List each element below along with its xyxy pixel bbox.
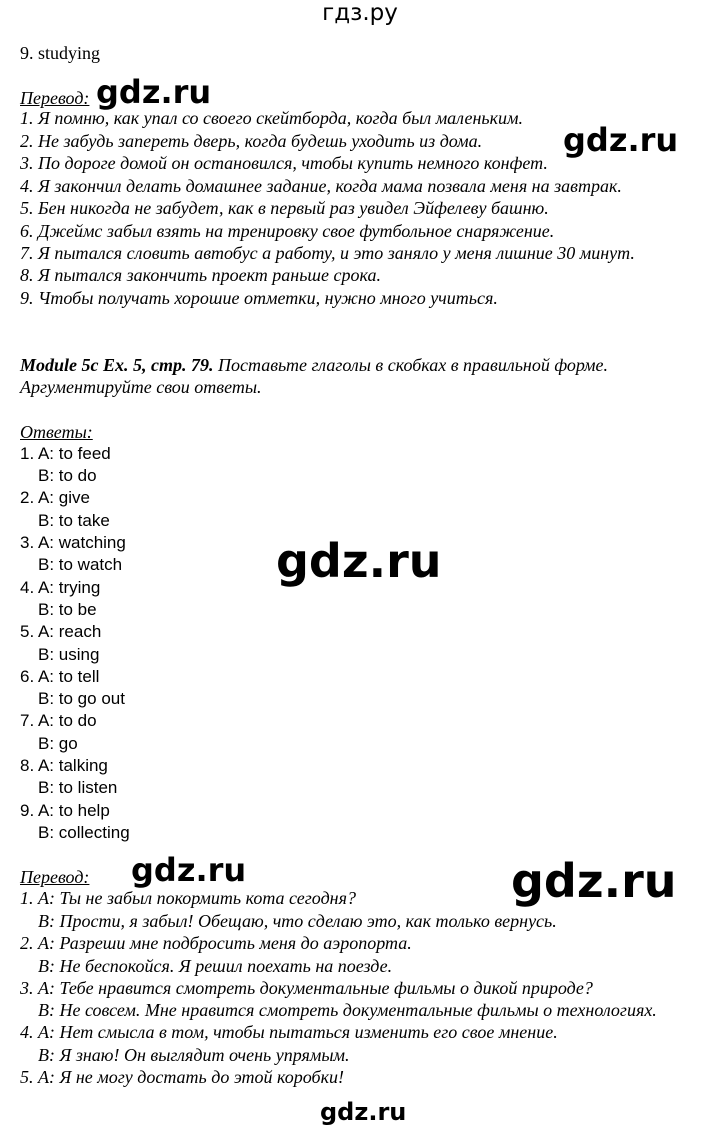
answer-a: 5. A: reach bbox=[20, 622, 102, 641]
watermark: gdz.ru bbox=[563, 121, 679, 159]
list-item: 1. Я помню, как упал со своего скейтборда, когда был маленьким. bbox=[20, 108, 523, 128]
watermark: gdz.ru bbox=[96, 73, 212, 111]
answer-b: B: to listen bbox=[38, 778, 118, 797]
dialog-line-b: B: Я знаю! Он выглядит очень упрямым. bbox=[38, 1045, 350, 1065]
watermark: gdz.ru bbox=[511, 854, 677, 908]
answers-heading: Ответы: bbox=[20, 422, 93, 442]
answer-a: 2. A: give bbox=[20, 488, 90, 507]
dialog-line-a: 1. А: Ты не забыл покормить кота сегодня? bbox=[20, 888, 356, 908]
answer-b: B: to do bbox=[38, 466, 97, 485]
answer-a: 4. A: trying bbox=[20, 578, 101, 597]
dialog-line-a: 4. А: Нет смысла в том, чтобы пытаться изменить его свое мнение. bbox=[20, 1022, 558, 1042]
list-item: 7. Я пытался словить автобус а работу, и это заняло у меня лишние 30 минут. bbox=[20, 243, 635, 263]
answer-b: B: to go out bbox=[38, 689, 125, 708]
dialog-line-last: 5. А: Я не могу достать до этой коробки! bbox=[20, 1067, 345, 1087]
answer-a: 7. A: to do bbox=[20, 711, 97, 730]
answer-b: B: using bbox=[38, 645, 100, 664]
answer-b: B: to take bbox=[38, 511, 110, 530]
dialog-line-b: B: Не беспокойся. Я решил поехать на поезде. bbox=[38, 956, 393, 976]
list-item: 8. Я пытался закончить проект раньше срока. bbox=[20, 265, 381, 285]
answer-b: B: to watch bbox=[38, 555, 123, 574]
list-item: 2. Не забудь запереть дверь, когда будешь уходить из дома. bbox=[20, 131, 483, 151]
list-item: 6. Джеймс забыл взять на тренировку свое футбольное снаряжение. bbox=[20, 221, 555, 241]
answer-a: 1. A: to feed bbox=[20, 444, 111, 463]
dialog-line-b: B: Не совсем. Мне нравится смотреть документальные фильмы о технологиях. bbox=[38, 1000, 657, 1020]
list-item: 4. Я закончил делать домашнее задание, когда мама позвала меня на завтрак. bbox=[20, 176, 622, 196]
answer-a: 6. A: to tell bbox=[20, 667, 100, 686]
task-line-1 bbox=[20, 354, 608, 376]
site-header: гдз.ру bbox=[322, 0, 398, 26]
translation-heading: Перевод: bbox=[20, 88, 90, 108]
task-text: Поставьте глаголы в скобках в правильной форме. bbox=[213, 355, 608, 375]
list-item: 9. Чтобы получать хорошие отметки, нужно много учиться. bbox=[20, 288, 498, 308]
task-line-2: Аргументируйте свои ответы. bbox=[20, 377, 262, 397]
dialog-line-a: 2. А: Разреши мне подбросить меня до аэропорта. bbox=[20, 933, 412, 953]
answer-b: B: collecting bbox=[38, 823, 130, 842]
watermark: gdz.ru bbox=[276, 534, 442, 588]
answer-a: 9. A: to help bbox=[20, 801, 110, 820]
top-line: 9. studying bbox=[20, 43, 101, 63]
watermark: gdz.ru bbox=[131, 851, 247, 889]
task-reference: Module 5c Ex. 5, стр. 79. bbox=[20, 355, 214, 375]
list-item: 5. Бен никогда не забудет, как в первый раз увидел Эйфелеву башню. bbox=[20, 198, 549, 218]
answer-b: B: go bbox=[38, 734, 78, 753]
answer-a: 8. A: talking bbox=[20, 756, 108, 775]
dialog-line-b: B: Прости, я забыл! Обещаю, что сделаю это, как только вернусь. bbox=[38, 911, 557, 931]
list-item: 3. По дороге домой он остановился, чтобы купить немного конфет. bbox=[20, 153, 548, 173]
dialog-line-a: 3. А: Тебе нравится смотреть документальные фильмы о дикой природе? bbox=[20, 978, 593, 998]
watermark: gdz.ru bbox=[320, 1098, 407, 1126]
translation2-heading: Перевод: bbox=[20, 867, 90, 887]
answer-a: 3. A: watching bbox=[20, 533, 126, 552]
answer-b: B: to be bbox=[38, 600, 97, 619]
